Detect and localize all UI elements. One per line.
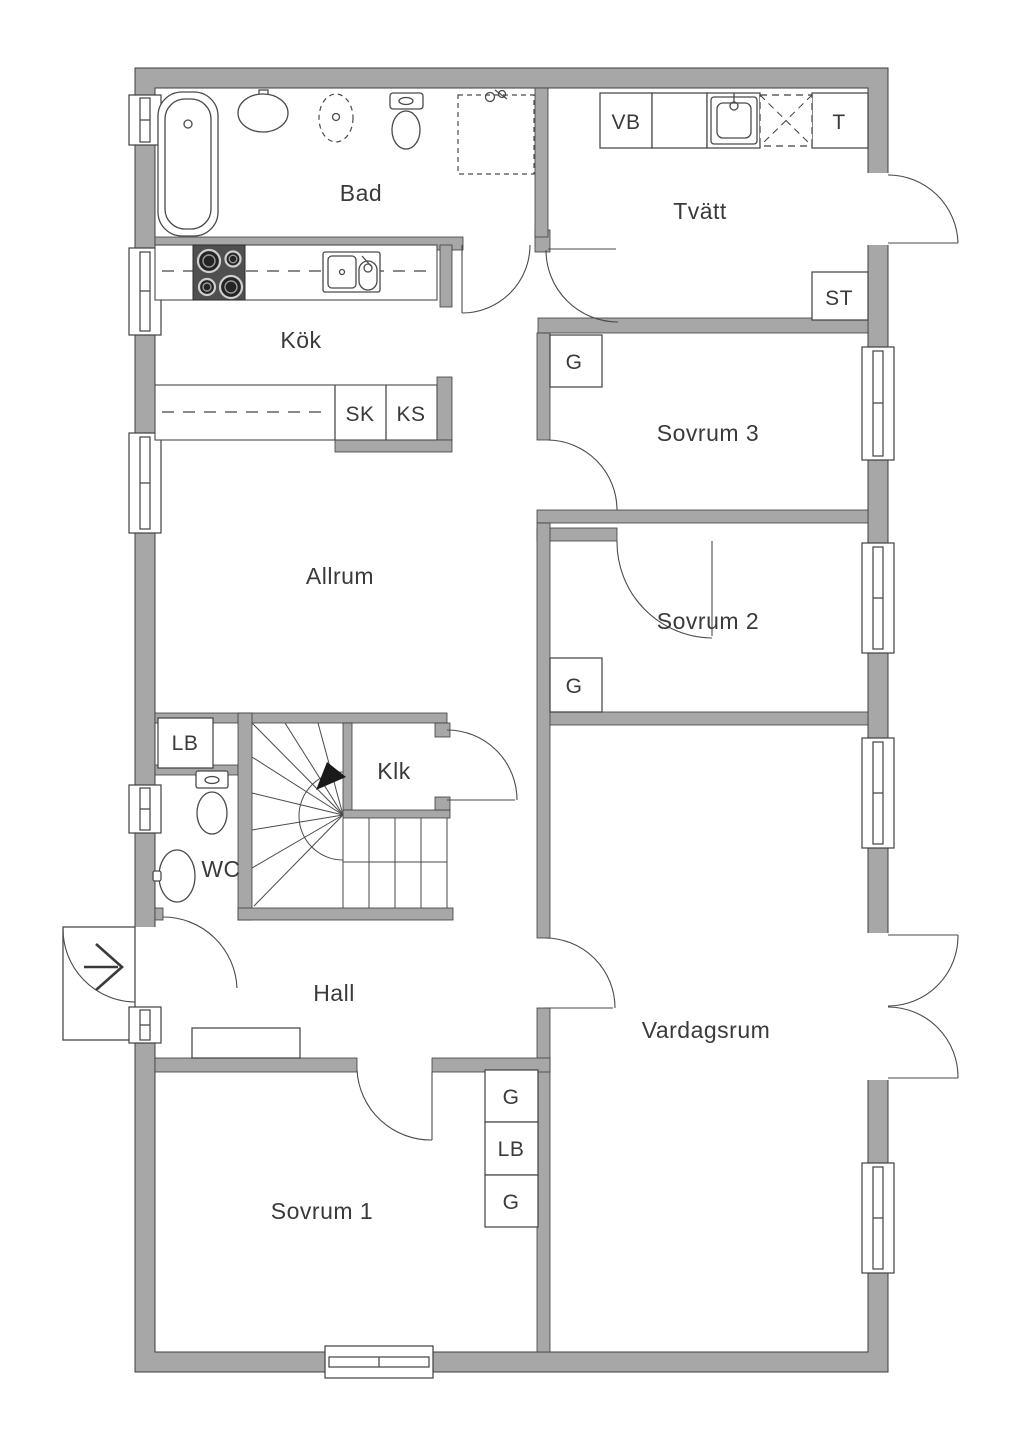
hall-vardagsrum-door	[545, 938, 615, 1008]
bad-toilet	[390, 93, 423, 149]
wc-toilet	[196, 771, 228, 834]
window-sovrum2	[862, 543, 894, 653]
room-label-sovrum3: Sovrum 3	[656, 420, 760, 446]
wc-door	[163, 917, 237, 988]
room-label-tvatt: Tvätt	[673, 198, 727, 224]
wall-klk-pillar-mid	[435, 797, 450, 810]
bad-sink	[238, 90, 288, 132]
window-sovrum1	[325, 1346, 433, 1378]
stair-direction-arrow	[316, 762, 346, 790]
room-label-sovrum2: Sovrum 2	[656, 608, 760, 634]
entrance-porch	[63, 927, 135, 1040]
label-t: T	[832, 111, 846, 134]
label-ks: KS	[396, 403, 426, 426]
wall-klk-bottom	[343, 810, 450, 818]
label-vb: VB	[611, 111, 641, 134]
label-lb-wc: LB	[171, 732, 199, 755]
room-label-allrum: Allrum	[305, 563, 375, 589]
wall-sovrum2-vardagsrum	[548, 712, 868, 725]
wall-kok-right-upper	[440, 245, 452, 307]
wc-sink	[153, 850, 195, 902]
stove	[193, 245, 245, 300]
tvatt-door	[546, 249, 618, 322]
wall-kok-base-strip	[335, 440, 452, 452]
washer-space	[760, 95, 812, 146]
room-label-klk: Klk	[377, 758, 411, 784]
entrance	[63, 927, 135, 1040]
window-vardagsrum-lower	[862, 1163, 894, 1273]
cabinet-blank	[652, 93, 707, 148]
window-vardagsrum-upper	[862, 738, 894, 848]
label-lb-sovrum1: LB	[497, 1138, 525, 1161]
label-g-sovrum2: G	[565, 675, 583, 698]
wall-stairs-bottom	[238, 908, 453, 920]
wall-klk-left	[343, 723, 352, 810]
bathtub	[158, 92, 218, 236]
wall-stairs-left	[238, 713, 252, 920]
wall-central-mid-upper	[537, 333, 550, 440]
window-sovrum3	[862, 347, 894, 460]
room-label-vardagsrum: Vardagsrum	[641, 1017, 771, 1043]
room-label-bad: Bad	[339, 180, 383, 206]
label-st: ST	[825, 287, 853, 310]
wall-central-mid	[537, 523, 550, 938]
label-g-sovrum3: G	[565, 351, 583, 374]
hall-bench	[192, 1028, 300, 1058]
label-g-upper: G	[502, 1086, 520, 1109]
wall-sovrum3-bottom	[537, 510, 868, 523]
vardagsrum-french-doors	[888, 935, 958, 1078]
sovrum1-door	[357, 1070, 432, 1140]
laundry-sink	[711, 93, 757, 144]
bad-floor-drain	[319, 94, 353, 142]
wall-kok-right-lower	[437, 377, 452, 440]
tvatt-exterior-door	[888, 175, 958, 243]
label-sk: SK	[345, 403, 375, 426]
room-label-kok: Kök	[280, 327, 322, 353]
window-hall	[129, 1007, 161, 1043]
window-allrum	[129, 433, 161, 533]
klk-door	[447, 730, 517, 800]
window-bad	[129, 95, 161, 145]
sovrum3-door	[548, 440, 617, 510]
room-label-hall: Hall	[313, 980, 355, 1006]
wall-hall-bottom-left	[155, 1058, 357, 1072]
wall-central-top	[535, 88, 548, 237]
wall-wc-bottom-cap	[155, 908, 163, 920]
bad-door	[462, 245, 530, 313]
window-wc	[129, 785, 161, 833]
bad-fixtures	[158, 90, 534, 236]
shower-area	[458, 90, 534, 174]
room-label-wc: WC	[201, 856, 241, 882]
label-g-lower: G	[502, 1191, 520, 1214]
kitchen-sink	[323, 252, 380, 292]
wc-fixtures	[153, 771, 228, 902]
room-label-sovrum1: Sovrum 1	[270, 1198, 374, 1224]
